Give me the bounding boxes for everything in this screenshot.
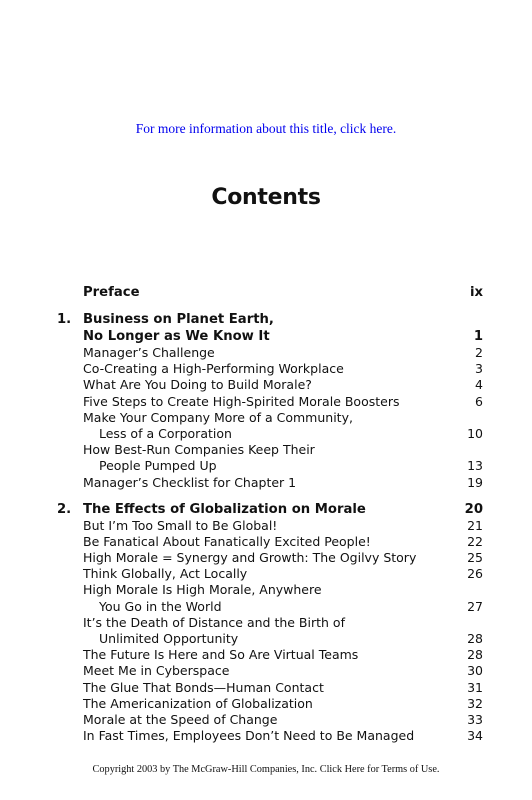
more-info-link[interactable]: For more information about this title, click here.: [135, 121, 397, 136]
toc-entry-title: Five Steps to Create High-Spirited Morale Boosters: [83, 393, 400, 409]
toc-entry-page: 19: [467, 474, 483, 490]
toc-entry-page: 30: [467, 663, 483, 679]
toc-entry-page: 25: [467, 550, 483, 566]
toc-entry-title: You Go in the World: [99, 598, 222, 614]
toc-entry-page: 6: [475, 393, 483, 409]
chapter-heading-line[interactable]: [0, 501, 532, 518]
toc-entry-line: [0, 518, 532, 534]
toc-entry-line: [0, 566, 532, 582]
toc-entry[interactable]: [0, 550, 532, 566]
toc-entry-line: [0, 647, 532, 663]
toc-entry[interactable]: [0, 566, 532, 582]
toc-entry[interactable]: [0, 615, 532, 647]
toc-entry-title: The Future Is Here and So Are Virtual Teams: [83, 647, 359, 663]
toc-entry-line: [0, 410, 532, 426]
toc-entry-title: The Americanization of Globalization: [83, 695, 313, 711]
chapter-heading-line[interactable]: [0, 311, 532, 328]
toc-entry-line: [0, 550, 532, 566]
toc-entry-line: [0, 458, 532, 474]
toc-entry-line: [0, 534, 532, 550]
copyright-text: Copyright 2003 by The McGraw-Hill Companies, Inc.: [92, 764, 318, 775]
chapter-title: No Longer as We Know It: [83, 329, 270, 344]
toc-entry-title: But I’m Too Small to Be Global!: [83, 517, 278, 533]
toc-entry-title: In Fast Times, Employees Don’t Need to Be Managed: [83, 728, 415, 744]
toc-entry-line: [0, 615, 532, 631]
chapter-title: Business on Planet Earth,: [83, 312, 274, 327]
toc-entry-page: 21: [467, 517, 483, 533]
page-title: Contents: [211, 185, 321, 210]
toc-chapter: [0, 501, 532, 745]
toc-entry[interactable]: [0, 663, 532, 679]
toc-entry-line: [0, 599, 532, 615]
toc-entry-page: 28: [467, 647, 483, 663]
toc-entry-line: [0, 680, 532, 696]
toc-entry-line: [0, 712, 532, 728]
chapter-page: 1: [473, 329, 483, 344]
toc-entry-page: 32: [467, 695, 483, 711]
toc-entry[interactable]: [0, 582, 532, 614]
toc-entry-line: [0, 394, 532, 410]
toc-entry-page: 22: [467, 533, 483, 549]
preface-page: ix: [469, 285, 483, 300]
chapter-number: 1.: [57, 312, 72, 327]
toc-entry-title: The Glue That Bonds—Human Contact: [83, 679, 324, 695]
toc-entry-title: Manager’s Checklist for Chapter 1: [83, 474, 297, 490]
chapter-title: The Effects of Globalization on Morale: [83, 501, 366, 517]
toc-entry[interactable]: [0, 377, 532, 393]
toc-entry-line: [0, 426, 532, 442]
toc-entry-line: [0, 345, 532, 361]
toc-entry-page: 31: [467, 679, 483, 695]
toc-entry-page: 28: [467, 631, 483, 646]
toc-entry-title: Think Globally, Act Locally: [83, 566, 248, 582]
toc-entry-title: High Morale Is High Morale, Anywhere: [83, 582, 322, 598]
toc-entry[interactable]: [0, 680, 532, 696]
toc-entry[interactable]: [0, 361, 532, 377]
toc-entry[interactable]: [0, 534, 532, 550]
toc-entry-page: 4: [475, 377, 483, 393]
toc-entry-page: 13: [467, 458, 483, 474]
toc-entry-page: 26: [467, 566, 483, 582]
toc-entry-title: High Morale = Synergy and Growth: The Ogilvy Story: [83, 550, 417, 566]
toc-entry-line: [0, 631, 532, 647]
toc-chapter: [0, 311, 532, 491]
toc-entry-page: 27: [467, 598, 483, 614]
toc-entry-title: Morale at the Speed of Change: [83, 711, 278, 727]
toc-entry-line: [0, 582, 532, 598]
toc-entry[interactable]: [0, 475, 532, 491]
toc-preface[interactable]: [0, 284, 532, 301]
toc-entry-page: 33: [467, 711, 483, 727]
toc-entry-page: 10: [467, 425, 483, 441]
toc-entry-title: Unlimited Opportunity: [99, 631, 239, 646]
toc-entry[interactable]: [0, 410, 532, 442]
toc-entry-line: [0, 377, 532, 393]
toc-entry-line: [0, 663, 532, 679]
toc-entry-title: Manager’s Challenge: [83, 345, 215, 360]
toc-entry[interactable]: [0, 394, 532, 410]
toc-entry-title: Meet Me in Cyberspace: [83, 663, 230, 679]
toc-entry-page: 34: [467, 728, 483, 744]
toc-entry-title: Make Your Company More of a Community,: [83, 409, 353, 425]
table-of-contents: [0, 284, 532, 754]
toc-entry[interactable]: [0, 712, 532, 728]
preface-label: Preface: [83, 285, 140, 300]
toc-entry-title: It’s the Death of Distance and the Birth of: [83, 614, 345, 630]
toc-entry[interactable]: [0, 728, 532, 744]
toc-entry-line: [0, 728, 532, 744]
toc-entry-line: [0, 475, 532, 491]
toc-entry-title: People Pumped Up: [99, 458, 217, 474]
toc-entry-line: [0, 442, 532, 458]
chapter-heading-line[interactable]: [0, 328, 532, 345]
chapter-list: [0, 311, 532, 744]
toc-entry[interactable]: [0, 647, 532, 663]
toc-entry-line: [0, 361, 532, 377]
toc-entry[interactable]: [0, 696, 532, 712]
toc-entry-title: Less of a Corporation: [99, 425, 232, 441]
toc-entry-title: How Best-Run Companies Keep Their: [83, 442, 315, 458]
toc-entry[interactable]: [0, 518, 532, 534]
copyright-notice: [0, 764, 532, 775]
toc-entry[interactable]: [0, 345, 532, 361]
terms-of-use-link[interactable]: Click Here for Terms of Use.: [319, 764, 440, 775]
toc-entry-line: [0, 696, 532, 712]
toc-entry-title: Co-Creating a High-Performing Workplace: [83, 361, 344, 377]
toc-entry-page: 2: [475, 345, 483, 360]
toc-entry-title: What Are You Doing to Build Morale?: [83, 377, 312, 393]
chapter-number: 2.: [57, 501, 72, 517]
toc-entry-page: 3: [475, 361, 483, 377]
toc-entry[interactable]: [0, 442, 532, 474]
chapter-page: 20: [464, 501, 483, 517]
toc-entry-title: Be Fanatical About Fanatically Excited People!: [83, 533, 371, 549]
